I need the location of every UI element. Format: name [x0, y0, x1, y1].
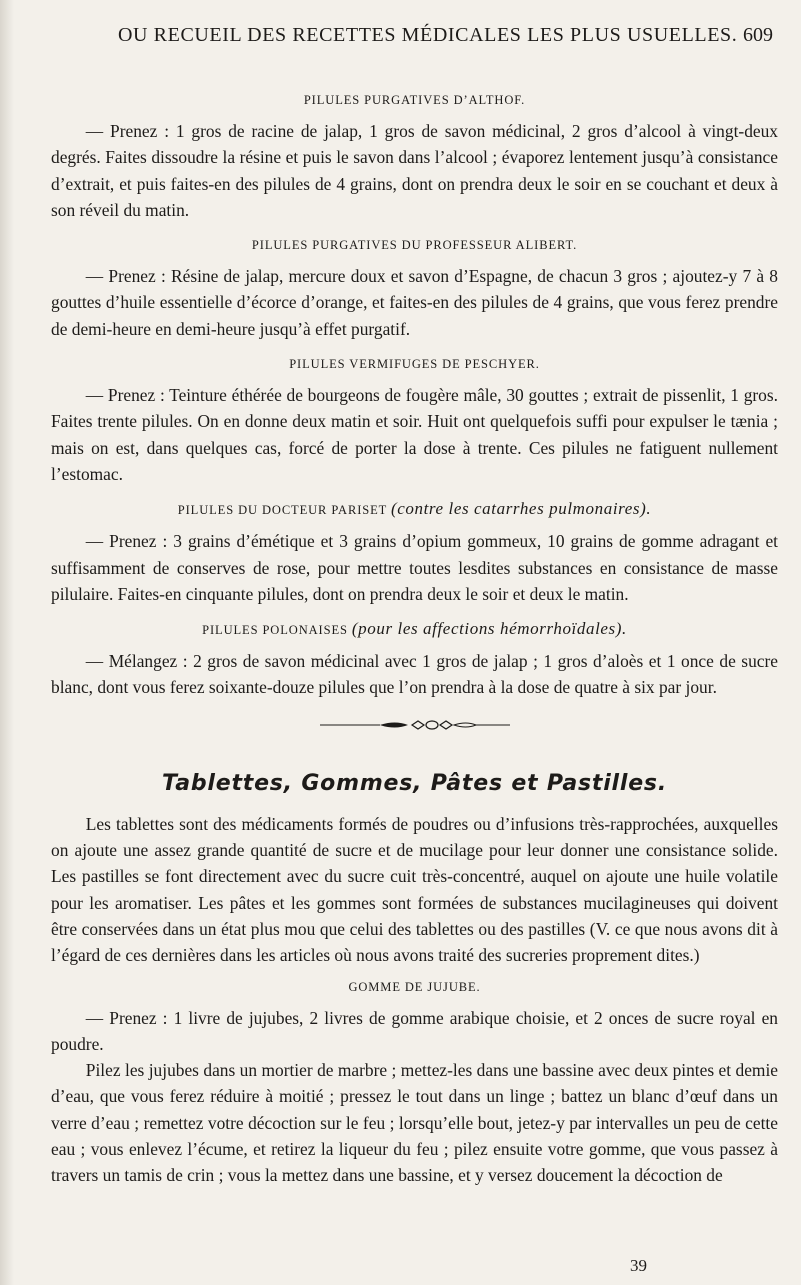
heading-jujube: GOMME DE JUJUBE.: [348, 979, 481, 994]
running-head: [118, 24, 773, 50]
running-head-title: OU RECUEIL DES RECETTES MÉDICALES LES PLUS USUELLES.: [118, 24, 738, 46]
text-column: [51, 90, 778, 1189]
heading-polonaises: [51, 619, 778, 640]
heading-pariset-subtitle: (contre les catarrhes pulmonaires).: [390, 499, 652, 519]
ornament-divider: [51, 713, 778, 737]
signature-mark: 39: [630, 1256, 647, 1275]
heading-polonaises-subtitle: (pour les affections hémorrhoïdales).: [351, 619, 627, 639]
heading-polonaises-main: PILULES POLONAISES: [202, 623, 348, 638]
heading-althof: PILULES PURGATIVES D’ALTHOF.: [303, 93, 526, 107]
recipe-jujube-method: Pilez les jujubes dans un mortier de marbre ; mettez-les dans une bassine avec deux pintes et demie d’eau, que vous ferez réduire à moitié ; pressez le tout dans un linge ; battez un blanc d’œuf dans un verre d’eau ; remettez votre décoction sur le feu ; lorsqu’elle bout, jetez-y par intervalles un peu de cette eau ; vous enlevez l’écume, et retirez la liqueur du feu ; pilez ensuite votre gomme, que vous passez à travers un tamis de crin ; vous la mettez dans une bassine, et y versez doucement la décoction de: [51, 1060, 778, 1186]
recipe-peschyer: — Prenez : Teinture éthérée de bourgeons de fougère mâle, 30 gouttes ; extrait de pissenlit, 1 gros. Faites trente pilules. On en donne deux matin et soir. Huit ont quelquefois suffi pour expulser le tænia ; mais on est, dans quelques cas, forcé de porter la dose à trente. Ces pilules ne fatiguent nullement l’estomac.: [51, 385, 778, 484]
recipe-althof: — Prenez : 1 gros de racine de jalap, 1 gros de savon médicinal, 2 gros d’alcool à vingt-deux degrés. Faites dissoudre la résine et puis le savon dans l’alcool ; évaporez lentement jusqu’à consistance d’extrait, et puis faites-en des pilules de 4 grains, dont on prendra deux le soir en se couchant et deux à son réveil du matin.: [51, 121, 778, 220]
recipe-jujube-ingredients: — Prenez : 1 livre de jujubes, 2 livres de gomme arabique choisie, et 2 onces de sucre royal en poudre.: [51, 1007, 778, 1054]
chapter-intro: Les tablettes sont des médicaments formés de poudres ou d’infusions très-rapprochées, auxquelles on ajoute une assez grande quantité de sucre et de mucilage pour leur donner une consistance solide. Les pastilles se font directement avec du sucre cuit très-concentré, auquel on ajoute une huile volatile pour les aromatiser. Les pâtes et les gommes sont formées de substances mucilagineuses qui doivent être conservées dans un état plus mou que celui des tablettes ou des pastilles (V. ce que nous avons dit à l’égard de ces dernières dans les articles où nous avons traité des sucreries proprement dites.): [51, 813, 778, 966]
heading-pariset-main: PILULES DU DOCTEUR PARISET: [177, 503, 387, 518]
page-number: 609: [743, 24, 773, 46]
ornament-rule-icon: [320, 718, 510, 732]
heading-alibert: PILULES PURGATIVES DU PROFESSEUR ALIBERT.: [251, 238, 578, 253]
binding-shadow: [0, 0, 14, 1285]
heading-pariset: [51, 499, 778, 520]
recipe-alibert: — Prenez : Résine de jalap, mercure doux et savon d’Espagne, de chacun 3 gros ; ajoutez-y 7 à 8 gouttes d’huile essentielle d’écorce d’orange, et faites-en des pilules de 4 grains, que vous ferez prendre de demi-heure en demi-heure jusqu’à effet purgatif.: [51, 266, 778, 339]
chapter-title: Tablettes, Gommes, Pâtes et Pastilles.: [162, 770, 667, 796]
recipe-pariset: — Prenez : 3 grains d’émétique et 3 grains d’opium gommeux, 10 grains de gomme adragant et suffisamment de conserves de rose, pour mettre toutes lesdites substances en consistance de masse pilulaire. Faites-en cinquante pilules, dont on prendra deux le soir et deux le matin.: [51, 531, 778, 604]
recipe-polonaises: — Mélangez : 2 gros de savon médicinal avec 1 gros de jalap ; 1 gros d’aloès et 1 once de sucre blanc, dont vous ferez soixante-douze pilules que l’on prendra à la dose de quatre à six par jour.: [51, 651, 778, 698]
heading-peschyer: PILULES VERMIFUGES DE PESCHYER.: [289, 357, 540, 372]
